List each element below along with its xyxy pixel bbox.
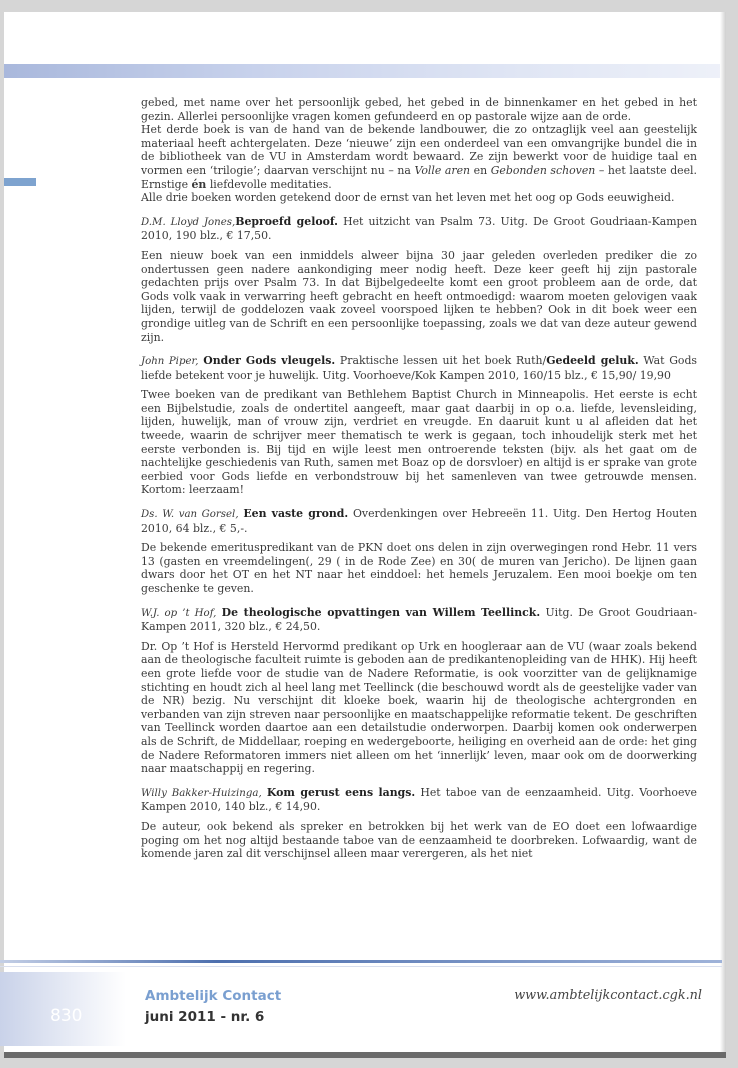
review-heading: John Piper, Onder Gods vleugels. Praktische lessen uit het boek Ruth/Gedeeld geluk. Wat Gods liefde betekent voor je huwelijk. Uitg. Voorhoeve/Kok Kampen 2010, 160/15 blz., € 15,90/ 19,90 — [141, 354, 698, 382]
page-number: 830 — [50, 1006, 83, 1026]
footer-rule-thin — [0, 966, 722, 967]
side-tab-marker — [4, 178, 36, 186]
intro-paragraph-1: gebed, met name over het persoonlijk gebed, het gebed in de binnenkamer en het gebed in het gezin. Allerlei persoonlijke vragen komen gefundeerd en op pastorale wijze aan de orde. — [141, 96, 697, 123]
issue-label: juni 2011 - nr. 6 — [145, 1009, 265, 1025]
intro-paragraph-2: Het derde boek is van de hand van de bekende landbouwer, die zo ontzaglijk veel aan geestelijk materiaal heeft achtergelaten. Deze ‘nieuwe’ zijn een onderdeel van een omvangrijke bundel die in de bibliotheek van de VU in Amsterdam wordt bewaard. Ze zijn bewerkt voor de huidige taal en vormen een ‘trilogie’; daarvan verschijnt nu – na Volle aren en Gebonden schoven – het laatste deel. Ernstige én liefdevolle meditaties. — [141, 123, 697, 191]
website-url: www.ambtelijkcontact.cgk.nl — [514, 988, 702, 1003]
review-heading: D.M. Lloyd Jones,Beproefd geloof. Het uitzicht van Psalm 73. Uitg. De Groot Goudriaan-Kampen 2010, 190 blz., € 17,50. — [141, 214, 697, 243]
magazine-name: Ambtelijk Contact — [145, 988, 282, 1004]
review-body: Twee boeken van de predikant van Bethlehem Baptist Church in Minneapolis. Het eerste is echt een Bijbelstudie, zoals de ondertitel aangeeft, maar gaat daarbij in op o.a. liefde, levensleiding, lijden, huwelijk, man of vrouw zijn, verdriet en vreugde. En daaruit kunt u al afleiden dat het tweede, waarin de schrijver meer thematisch te werk is gegaan, toch inhoudelijk sterk met het eerste verbonden is. Bij tijd en wijle leest men ontroerende teksten (bijv. als het gaat om de nachtelijke geschiedenis van Ruth, samen met Boaz op de dorsvloer) en altijd is er sprake van grote eerbied voor Gods liefde en verbondstrouw bij het samenleven van twee getrouwde mensen. Kortom: leerzaam! — [141, 388, 697, 497]
review-body: Een nieuw boek van een inmiddels alweer bijna 30 jaar geleden overleden prediker die zo ondertussen geen nadere aankondiging meer nodig heeft. Deze keer geeft hij zijn pastorale gedachten prijs over Psalm 73. In dat Bijbelgedeelte komt een groot probleem aan de orde, dat Gods volk vaak in verwarring heeft gebracht en heeft ontmoedigd: waarom moeten gelovigen vaak lijden, terwijl de goddelozen vaak zoveel voorspoed lijken te hebben? Ook in dit boek weer een grondige uitleg van de Schrift en een persoonlijke toepassing, zoals we dat van deze auteur gewend zijn. — [141, 248, 697, 344]
header-band — [4, 64, 726, 78]
review-heading: W.J. op ’t Hof, De theologische opvattingen van Willem Teellinck. Uitg. De Groot Goudriaan-Kampen 2011, 320 blz., € 24,50. — [141, 605, 697, 634]
review-body: Dr. Op ’t Hof is Hersteld Hervormd predikant op Urk en hoogleraar aan de VU (waar zoals bekend aan de theologische faculteit ruimte is geboden aan de predikantenopleiding van de HHK). Hij heeft een grote liefde voor de studie van de Nadere Reformatie, is ook voorzitter van de gelijknamige stichting en houdt zich al heel lang met Teellinck (die beschouwd wordt als de geestelijke vader van de NR) bezig. Nu verschijnt dit kloeke boek, waarin hij de theologische achtergronden en verbanden van zijn streven naar persoonlijke en maatschappelijke reformatie tekent. De geschriften van Teellinck worden daartoe aan een detailstudie onderworpen. Daarbij komen ook onderwerpen als de Schrift, de Middellaar, roeping en wedergeboorte, heiliging en overheid aan de orde: het ging de Nadere Reformatoren immers niet alleen om het ‘innerlijk’ leven, maar ook om de doorwerking naar maatschappij en regering. — [141, 639, 698, 776]
review-heading: Willy Bakker-Huizinga, Kom gerust eens langs. Het taboe van de eenzaamheid. Uitg. Voorhoeve Kampen 2010, 140 blz., € 14,90. — [141, 785, 697, 814]
bottom-scan-edge — [4, 1052, 726, 1058]
intro-paragraph-3: Alle drie boeken worden getekend door de ernst van het leven met het oog op Gods eeuwigheid. — [141, 191, 675, 205]
footer-rule — [0, 960, 722, 963]
page-edge-shadow — [720, 12, 726, 1054]
review-body: De bekende emerituspredikant van de PKN doet ons delen in zijn overwegingen rond Hebr. 11 vers 13 (gasten en vreemdelingen(, 29 ( in de Rode Zee) en 30( de muren van Jericho). De lijnen gaan dwars door het OT en het NT naar het einddoel: het hemels Jeruzalem. Een mooi boekje om ten geschenke te geven. — [141, 541, 697, 595]
article-body — [141, 96, 697, 861]
review-heading: Ds. W. van Gorsel, Een vaste grond. Overdenkingen over Hebreeën 11. Uitg. Den Hertog Houten 2010, 64 blz., € 5,-. — [141, 507, 698, 535]
review-body: De auteur, ook bekend als spreker en betrokken bij het werk van de EO doet een lofwaardige poging om het nog altijd bestaande taboe van de eenzaamheid te doorbreken. Lofwaardig, want de komende jaren zal dit verschijnsel alleen maar verergeren, als het niet — [141, 819, 697, 861]
